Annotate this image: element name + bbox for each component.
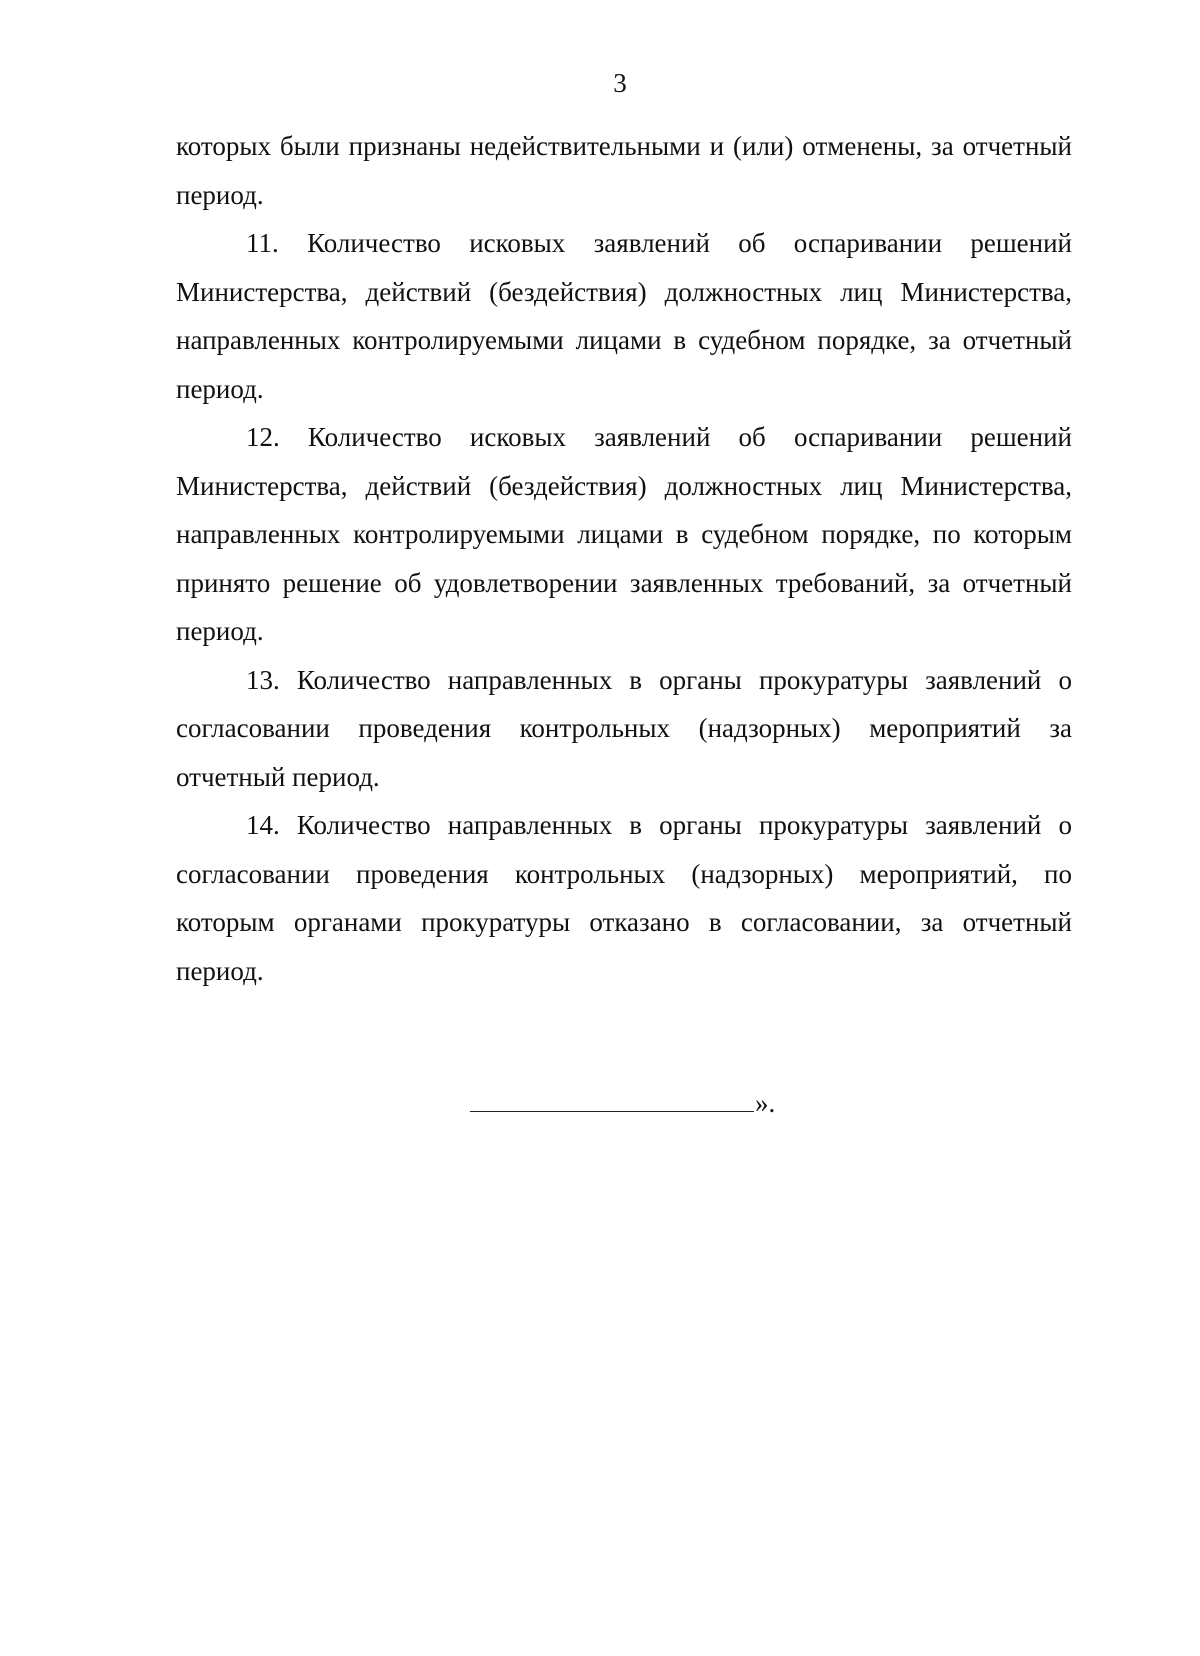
paragraph-item-11: 11. Количество исковых заявлений об оспаривании решений Министерства, действий (бездействия) должностных лиц Министерства, направленных контролируемыми лицами в судебном порядке, за отчетный период. bbox=[176, 228, 1072, 404]
page-number: 3 bbox=[613, 68, 627, 98]
paragraph-continuation: которых были признаны недействительными и (или) отменены, за отчетный период. bbox=[176, 131, 1072, 210]
paragraph-item-14: 14. Количество направленных в органы прокуратуры заявлений о согласовании проведения контрольных (надзорных) мероприятий, по которым органами прокуратуры отказано в согласовании, за отчетный период. bbox=[176, 810, 1072, 986]
paragraph-item-13: 13. Количество направленных в органы прокуратуры заявлений о согласовании проведения контрольных (надзорных) мероприятий за отчетный период. bbox=[176, 664, 1072, 792]
closing-mark bbox=[470, 1088, 775, 1118]
document-body bbox=[176, 122, 1072, 995]
closing-quote: ». bbox=[755, 1088, 776, 1118]
paragraph-item-12: 12. Количество исковых заявлений об оспаривании решений Министерства, действий (бездействия) должностных лиц Министерства, направленных контролируемыми лицами в судебном порядке, по которым принято решение об удовлетворении заявленных требований, за отчетный период. bbox=[176, 422, 1072, 646]
closing-rule bbox=[470, 1111, 754, 1112]
